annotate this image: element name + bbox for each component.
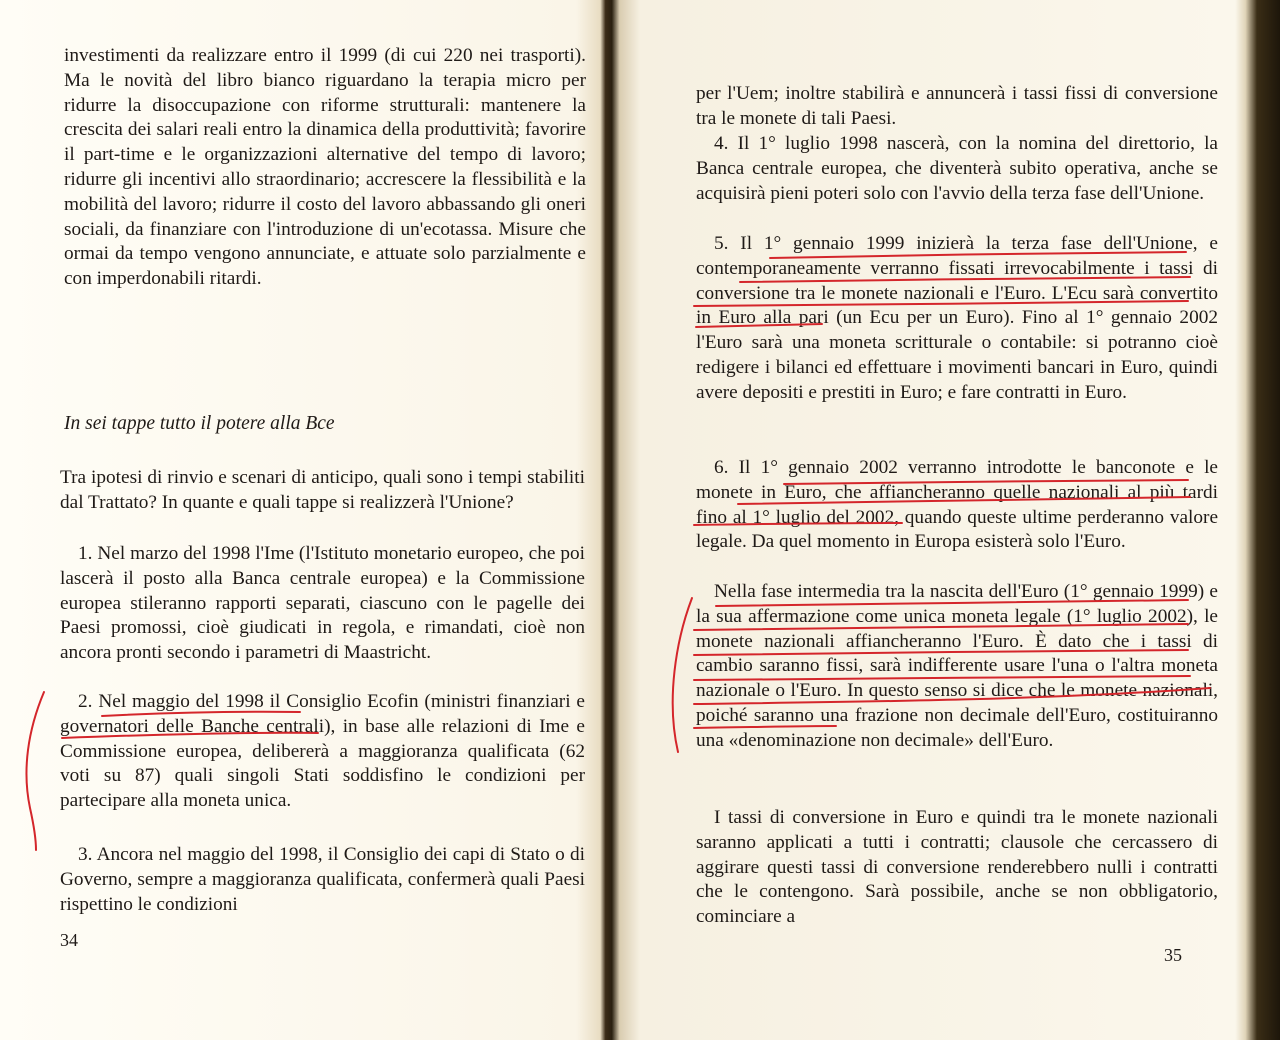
stage-3-paragraph: 3. Ancora nel maggio del 1998, il Consiglio dei capi di Stato o di Governo, sempre a maggioranza qualificata, confermerà quali Paesi rispettino le condizioni — [60, 844, 585, 915]
left-continuation-paragraph: investimenti da realizzare entro il 1999 (di cui 220 nei trasporti). Ma le novità del libro bianco riguardano la terapia micro per ridurre la disoccupazione con riforme strutturali: mantenere la crescita dei salari reali entro la dinamica della produttività; favorire il part-time e le organizzazioni alternative del tempo di lavoro; ridurre gli incentivi allo straordinario; accrescere la flessibilità e la mobilità del lavoro; ridurre il costo del lavoro abbassando gli oneri sociali, da finanziare con l'introduzione di un'ecotassa. Misure che ormai da tempo vengono annunciate, e attuate solo parzialmente e con imperdonabili ritardi. — [64, 45, 586, 290]
right-continuation-paragraph: per l'Uem; inoltre stabilirà e annuncerà i tassi fissi di conversione tra le monete di tali Paesi. — [696, 83, 1218, 129]
stage-5-paragraph: 5. Il 1° gennaio 1999 inizierà la terza fase dell'Unione, e contemporaneamente verranno fissati irrevocabilmente i tassi di conversione tra le monete nazionali e l'Euro. L'Ecu sarà convertito in Euro alla pari (un Ecu per un Euro). Fino al 1° gennaio 2002 l'Euro sarà una moneta scritturale o contabile: si potranno cioè redigere i bilanci ed effettuare i movimenti bancari in Euro, quindi avere depositi e prestiti in Euro; e fare contratti in Euro. — [696, 233, 1218, 403]
section-heading: In sei tappe tutto il potere alla Bce — [64, 413, 335, 434]
stage-1-paragraph: 1. Nel marzo del 1998 l'Ime (l'Istituto monetario europeo, che poi lascerà il posto alla Banca centrale europea) e la Commissione europea stileranno rapporti separati, ciascuno con le pagelle dei Paesi promossi, cioè giudicati in regola, e rimandati, cioè non ancora pronti secondo i parametri di Maastricht. — [60, 543, 585, 664]
right-page — [668, 0, 1228, 1040]
stage-4-paragraph: 4. Il 1° luglio 1998 nascerà, con la nomina del direttorio, la Banca centrale europea, che diventerà subito operativa, anche se acquisirà pieni poteri solo con l'avvio della terza fase dell'Unione. — [696, 133, 1218, 204]
left-page — [40, 0, 615, 1040]
intro-paragraph: Tra ipotesi di rinvio e scenari di anticipo, quali sono i tempi stabiliti dal Trattato? In quante e quali tappe si realizzerà l'Unione? — [60, 467, 585, 513]
page-number-right: 35 — [1164, 945, 1182, 965]
page-number-left: 34 — [60, 930, 78, 950]
stage-2-paragraph: 2. Nel maggio del 1998 il Consiglio Ecofin (ministri finanziari e governatori delle Banche centrali), in base alle relazioni di Ime e Commissione europea, delibererà a maggioranza qualificata (62 voti su 87) quali singoli Stati soddisfino le condizioni per partecipare alla moneta unica. — [60, 691, 585, 812]
conversion-rates-paragraph: I tassi di conversione in Euro e quindi tra le monete nazionali saranno applicati a tutti i contratti; clausole che cercassero di aggirare questi tassi di conversione renderebbero nulli i contratti che le contengono. Sarà possibile, anche se non obbligatorio, cominciare a — [696, 807, 1218, 928]
intermediate-phase-paragraph: Nella fase intermedia tra la nascita dell'Euro (1° gennaio 1999) e la sua affermazione come unica moneta legale (1° luglio 2002), le monete nazionali affiancheranno l'Euro. È dato che i tassi di cambio saranno fissi, sarà indifferente usare l'una o l'altra moneta nazionale o l'Euro. In questo senso si dice che le monete nazionali, poiché saranno una frazione non decimale dell'Euro, costituiranno una «denominazione non decimale» dell'Euro. — [696, 581, 1218, 751]
stage-6-paragraph: 6. Il 1° gennaio 2002 verranno introdotte le banconote e le monete in Euro, che affiancheranno quelle nazionali al più tardi fino al 1° luglio del 2002, quando queste ultime perderanno valore legale. Da quel momento in Europa esisterà solo l'Euro. — [696, 457, 1218, 553]
